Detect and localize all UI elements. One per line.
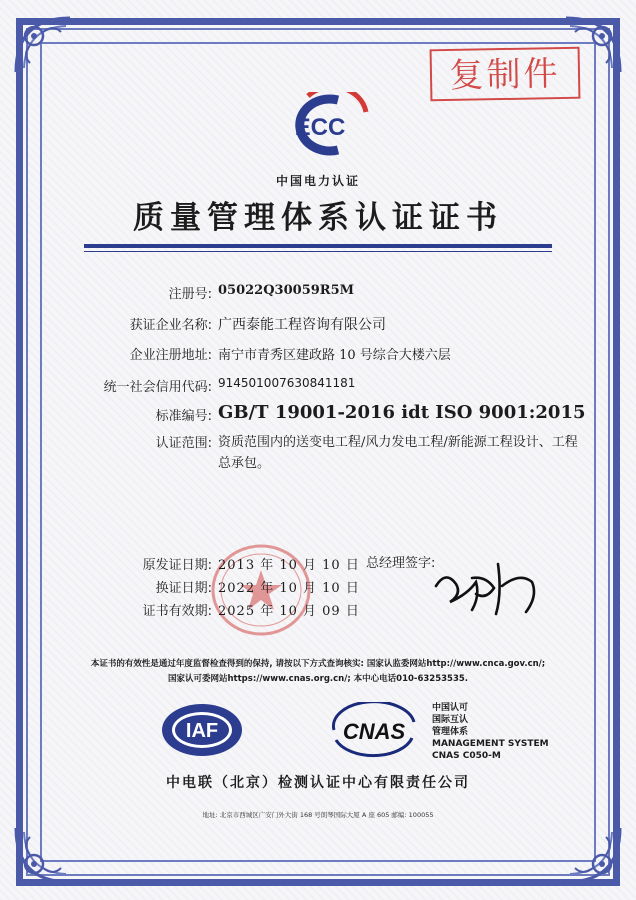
field-label: 企业注册地址: <box>129 348 212 363</box>
field-value: 914501007630841181 <box>218 376 356 390</box>
field-label: 原发证日期: <box>142 558 212 573</box>
corner-ornament-icon <box>556 818 626 888</box>
issuer-name: 中电联（北京）检测认证中心有限责任公司 <box>166 775 470 791</box>
verification-note: 本证书的有效性是通过年度监督检查得到的保持, 请按以下方式查询核实: 国家认监委网站http://www.cnca.gov.cn/; <box>90 659 546 669</box>
copy-stamp: 复制件 <box>430 47 581 102</box>
field-value: 资质范围内的送变电工程/风力发电工程/新能源工程设计、工程总承包。 <box>218 435 578 471</box>
field-label: 注册号: <box>168 287 212 302</box>
field-label: 证书有效期: <box>142 604 212 619</box>
cnas-logo-icon <box>326 702 422 758</box>
logo-mark: ECC <box>294 114 346 141</box>
cnas-line: 国际互认 <box>432 715 469 725</box>
field-value: GB/T 19001-2016 idt ISO 9001:2015 <box>218 402 586 423</box>
issuer-address: 地址: 北京市西城区广安门外大街 168 号朗琴国际大厦 A 座 605 邮编: 100055 <box>202 811 434 819</box>
field-value: 2022 年 10 月 10 日 <box>218 581 360 596</box>
signature-label: 总经理签字: <box>366 556 436 571</box>
field-value: 05022Q30059R5M <box>218 283 355 298</box>
field-label: 获证企业名称: <box>129 318 212 333</box>
cnas-line: 中国认可 <box>432 703 469 713</box>
field-label: 标准编号: <box>155 409 212 424</box>
logo-subtitle: 中国电力认证 <box>275 174 360 188</box>
corner-ornament-icon <box>10 818 80 888</box>
certificate-title: 质量管理体系认证证书 <box>133 200 503 236</box>
field-value: 南宁市青秀区建政路 10 号综合大楼六层 <box>218 348 451 363</box>
cnas-description <box>432 702 549 762</box>
signature-icon <box>432 556 542 618</box>
cnas-line: MANAGEMENT SYSTEM <box>432 739 549 749</box>
field-value: 广西泰能工程咨询有限公司 <box>218 317 386 333</box>
field-value: 2025 年 10 月 09 日 <box>218 604 360 619</box>
title-rule-thin <box>84 251 552 252</box>
cnas-line: CNAS C050-M <box>432 751 501 761</box>
corner-ornament-icon <box>10 12 80 82</box>
iaf-mark: IAF <box>185 720 219 742</box>
verification-note: 国家认可委网站https://www.cnas.org.cn/; 本中心电话010-63253535. <box>168 674 468 684</box>
ecc-logo-icon <box>268 92 372 158</box>
iaf-logo-icon <box>160 702 244 758</box>
field-value: 2013 年 10 月 10 日 <box>218 558 360 573</box>
field-label: 换证日期: <box>155 581 212 596</box>
field-label: 统一社会信用代码: <box>103 380 212 395</box>
field-label: 认证范围: <box>155 436 212 451</box>
title-rule <box>84 244 552 248</box>
cnas-line: 管理体系 <box>432 727 469 737</box>
cnas-mark: CNAS <box>342 719 406 744</box>
